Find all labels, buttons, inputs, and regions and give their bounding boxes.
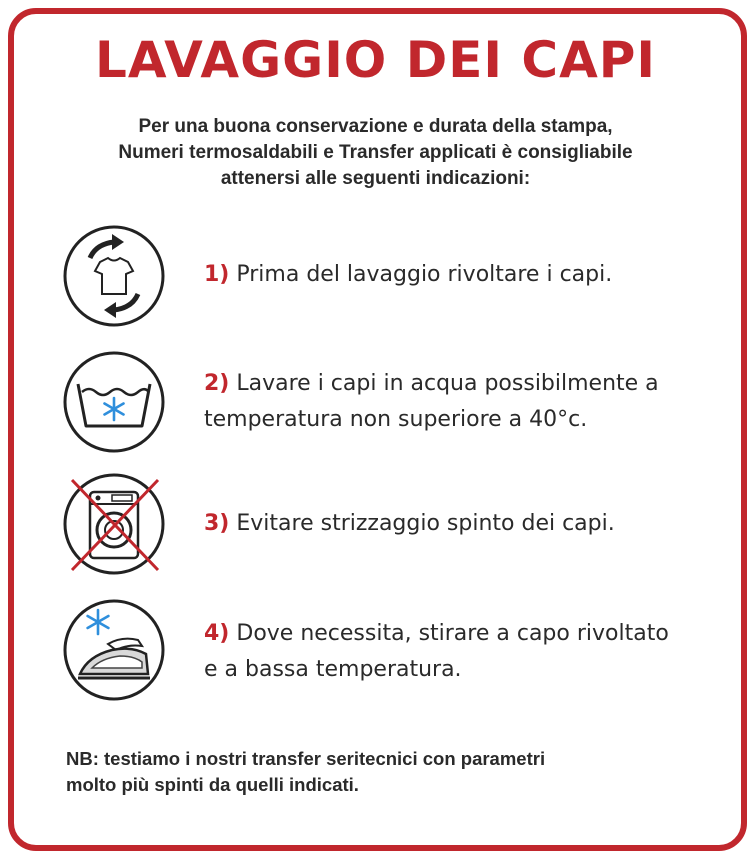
instruction-number: 4) [204,621,230,646]
instruction-line: Dove necessita, stirare a capo rivoltato [236,621,669,646]
nb-line: NB: testiamo i nostri transfer seritecnici con parametri [66,748,546,769]
instruction-line-2: e a bassa temperatura. [204,657,462,682]
instruction-item-3 [62,472,702,582]
page-title: LAVAGGIO DEI CAPI [94,31,657,89]
instruction-line: Evitare strizzaggio spinto dei capi. [236,511,615,536]
instruction-text [204,506,704,542]
intro-line: Per una buona conservazione e durata della stampa, [138,116,613,137]
instruction-line: Lavare i capi in acqua possibilmente a [236,371,659,396]
instruction-item-4 [62,598,702,708]
instruction-item-2 [62,350,702,460]
nb-note [66,746,706,798]
instruction-line-1 [204,616,704,652]
intro-line: attenersi alle seguenti indicazioni: [220,168,531,189]
intro-text [40,114,711,192]
instruction-number: 2) [204,371,230,396]
instruction-line-1 [204,366,704,402]
wash-basin-cold-icon [62,350,166,454]
iron-low-temperature-icon [62,598,166,702]
intro-line: Numeri termosaldabili e Transfer applicati è consigliabile [118,142,633,163]
instruction-text [204,616,704,688]
no-spin-dry-icon [62,472,166,576]
turn-garment-inside-out-icon [62,224,166,328]
nb-line: molto più spinti da quelli indicati. [66,774,359,795]
instruction-text [204,366,704,438]
instruction-text [204,257,704,293]
instruction-line-2: temperatura non superiore a 40°c. [204,407,588,432]
instruction-number: 3) [204,511,230,536]
instruction-item-1 [62,224,702,334]
instruction-number: 1) [204,262,230,287]
instruction-line: Prima del lavaggio rivoltare i capi. [236,262,613,287]
